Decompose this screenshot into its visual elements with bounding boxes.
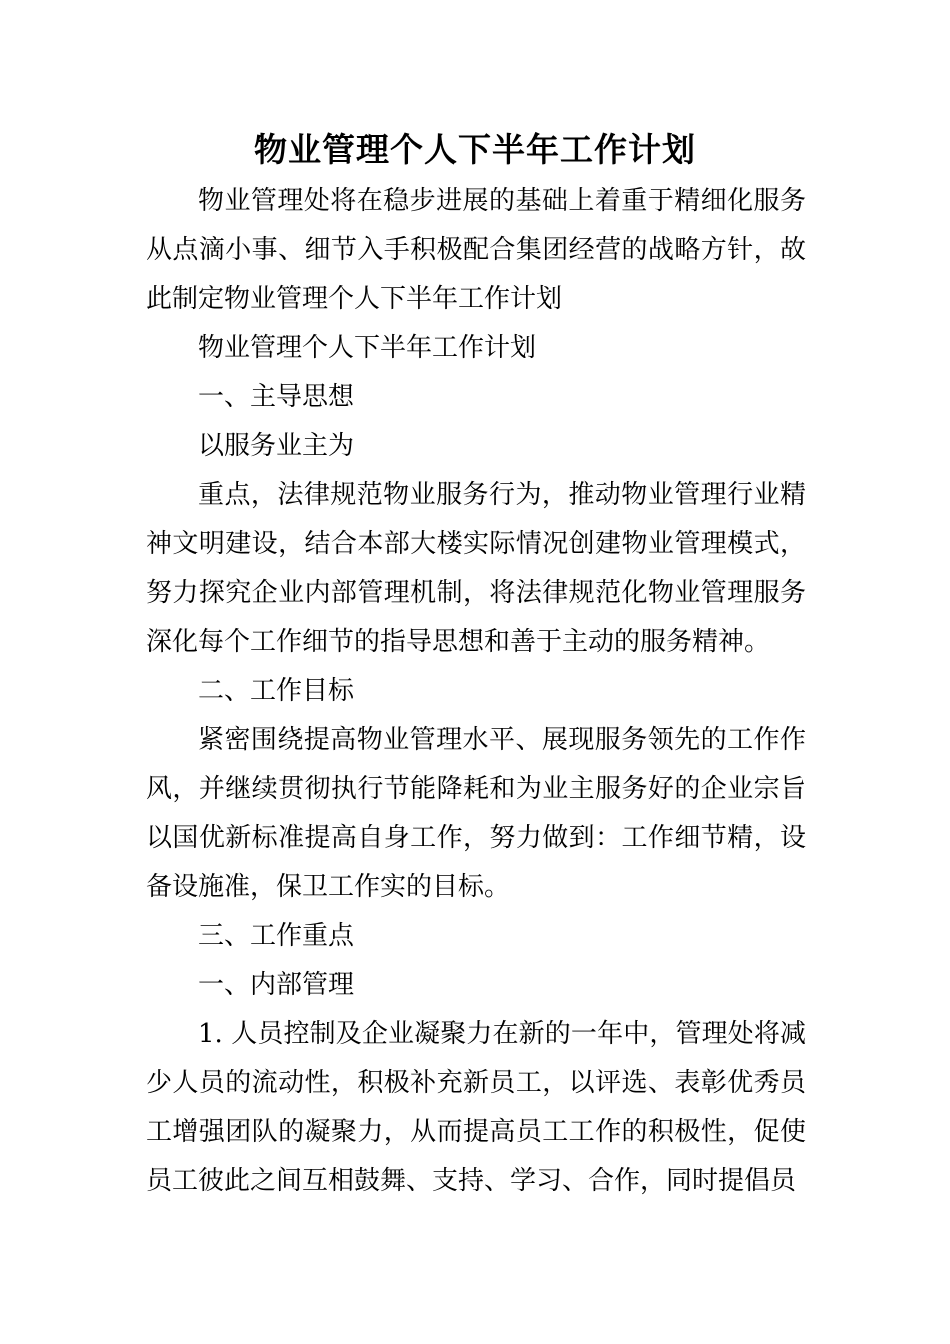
paragraph-goals: 紧密围绕提高物业管理水平、展现服务领先的工作作风，并继续贯彻执行节能降耗和为业主服务好的企业宗旨以国优新标准提高自身工作，努力做到：工作细节精，设备设施准，保卫工作实的目标。 [146,725,806,902]
document-body [146,177,806,1206]
paragraph-focus: 重点，法律规范物业服务行为，推动物业管理行业精神文明建设，结合本部大楼实际情况创建物业管理模式，努力探究企业内部管理机制，将法律规范化物业管理服务深化每个工作细节的指导思想和善于主动的服务精神。 [146,480,806,657]
heading-work-goals: 二、工作目标 [198,676,355,706]
paragraph-staff-control: 1. 人员控制及企业凝聚力在新的一年中，管理处将减少人员的流动性，积极补充新员工，以评选、表彰优秀员工增强团队的凝聚力，从而提高员工工作的积极性，促使员工彼此之间互相鼓舞、支持、学习、合作，同时提倡员 [146,1019,806,1196]
heading-work-focus: 三、工作重点 [198,921,355,951]
heading-internal-management: 一、内部管理 [198,970,355,1000]
paragraph-intro: 物业管理处将在稳步进展的基础上着重于精细化服务从点滴小事、细节入手积极配合集团经营的战略方针，故此制定物业管理个人下半年工作计划 [146,186,806,314]
paragraph-subtitle: 物业管理个人下半年工作计划 [198,333,537,363]
document-title: 物业管理个人下半年工作计划 [254,130,696,169]
paragraph-service-owner: 以服务业主为 [198,431,355,461]
heading-guiding-idea: 一、主导思想 [198,382,355,412]
